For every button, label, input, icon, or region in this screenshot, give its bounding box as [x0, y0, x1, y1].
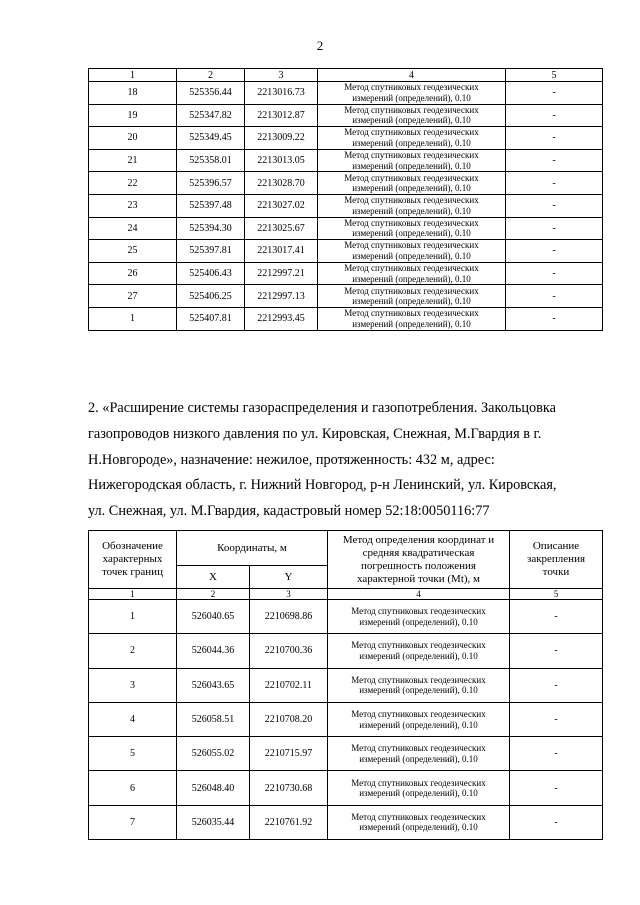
point-number: 22 — [89, 172, 177, 195]
coord-x: 525406.25 — [177, 285, 245, 308]
coord-x: 526040.65 — [177, 600, 250, 634]
header-line: характерной точки (Mt), м — [356, 572, 481, 585]
method-line: Метод спутниковых геодезических — [351, 606, 486, 617]
fixing-description: - — [506, 127, 603, 150]
method-cell — [318, 82, 506, 105]
header-line: средняя квадратическая — [362, 546, 475, 559]
method-line: измерений (определений), 0.10 — [352, 318, 471, 329]
coord-y: 2213016.73 — [245, 82, 318, 105]
method-line: измерений (определений), 0.10 — [352, 273, 471, 284]
method-line: Метод спутниковых геодезических — [351, 743, 486, 754]
header-line: Метод определения координат и — [342, 533, 495, 546]
header-y: Y — [250, 566, 328, 589]
method-cell — [328, 600, 510, 634]
method-line: Метод спутниковых геодезических — [344, 240, 479, 251]
table-row — [89, 600, 603, 634]
header-line: точки — [542, 566, 570, 578]
point-number: 1 — [89, 600, 177, 634]
paragraph-line: Н.Новгороде», назначение: нежилое, протяженность: 432 м, адрес: — [88, 451, 495, 468]
fixing-description: - — [510, 702, 603, 736]
method-cell — [318, 127, 506, 150]
coord-y: 2213012.87 — [245, 104, 318, 127]
method-line: Метод спутниковых геодезических — [344, 82, 479, 93]
table-row — [89, 771, 603, 805]
object-description-paragraph — [88, 396, 602, 525]
column-number: 4 — [318, 69, 506, 82]
header-coordinates: Координаты, м — [177, 531, 328, 566]
method-cell — [318, 149, 506, 172]
coord-x: 525394.30 — [177, 217, 245, 240]
method-cell — [328, 702, 510, 736]
table-row — [89, 285, 603, 308]
column-number: 2 — [177, 589, 250, 600]
header-line: Обозначение — [102, 540, 163, 552]
table-row — [89, 634, 603, 668]
method-cell — [318, 262, 506, 285]
point-number: 2 — [89, 634, 177, 668]
method-line: измерений (определений), 0.10 — [352, 183, 471, 194]
point-number: 5 — [89, 737, 177, 771]
method-line: Метод спутниковых геодезических — [344, 195, 479, 206]
point-number: 4 — [89, 702, 177, 736]
column-number-row — [89, 69, 603, 82]
coord-x: 526048.40 — [177, 771, 250, 805]
header-line: закрепления — [526, 553, 586, 565]
table-row — [89, 149, 603, 172]
point-number: 3 — [89, 668, 177, 702]
header-line: погрешность положения — [361, 559, 476, 572]
fixing-description: - — [506, 240, 603, 263]
method-cell — [318, 172, 506, 195]
method-line: Метод спутниковых геодезических — [351, 777, 486, 788]
coord-x: 526035.44 — [177, 805, 250, 839]
coord-x: 525397.48 — [177, 194, 245, 217]
paragraph-line: газопроводов низкого давления по ул. Кировская, Снежная, М.Гвардия в г. — [88, 425, 542, 442]
header-line: характерных — [102, 553, 163, 565]
table-row — [89, 805, 603, 839]
paragraph-line: 2. «Расширение системы газораспределения и газопотребления. Закольцовка — [88, 400, 556, 416]
method-line: Метод спутниковых геодезических — [344, 127, 479, 138]
table-row — [89, 127, 603, 150]
table-row — [89, 307, 603, 330]
column-number: 4 — [328, 589, 510, 600]
table-row — [89, 82, 603, 105]
table-row — [89, 702, 603, 736]
coord-x: 526055.02 — [177, 737, 250, 771]
paragraph-line: ул. Снежная, ул. М.Гвардия, кадастровый номер 52:18:0050116:77 — [88, 503, 490, 520]
point-number: 21 — [89, 149, 177, 172]
method-cell — [318, 285, 506, 308]
table-row — [89, 668, 603, 702]
method-cell — [328, 634, 510, 668]
table-row — [89, 737, 603, 771]
method-line: измерений (определений), 0.10 — [352, 228, 471, 239]
coord-y: 2210761.92 — [250, 805, 328, 839]
fixing-description: - — [510, 668, 603, 702]
page-number: 2 — [316, 38, 324, 53]
method-line: измерений (определений), 0.10 — [359, 822, 478, 833]
method-cell — [328, 668, 510, 702]
point-number: 20 — [89, 127, 177, 150]
coord-x: 525349.45 — [177, 127, 245, 150]
table-row — [89, 217, 603, 240]
method-cell — [318, 217, 506, 240]
column-number: 1 — [89, 69, 177, 82]
coord-x: 525358.01 — [177, 149, 245, 172]
method-line: измерений (определений), 0.10 — [352, 115, 471, 126]
coord-x: 526058.51 — [177, 702, 250, 736]
method-line: Метод спутниковых геодезических — [344, 104, 479, 115]
method-line: Метод спутниковых геодезических — [344, 308, 479, 319]
column-number: 3 — [245, 69, 318, 82]
method-line: измерений (определений), 0.10 — [359, 685, 478, 696]
column-number-row — [89, 589, 603, 600]
coord-x: 525397.81 — [177, 240, 245, 263]
coord-y: 2212997.13 — [245, 285, 318, 308]
point-number: 6 — [89, 771, 177, 805]
coord-x: 525356.44 — [177, 82, 245, 105]
header-points — [89, 531, 177, 589]
coord-x: 526044.36 — [177, 634, 250, 668]
point-number: 24 — [89, 217, 177, 240]
fixing-description: - — [506, 172, 603, 195]
column-number: 5 — [506, 69, 603, 82]
point-number: 25 — [89, 240, 177, 263]
method-line: Метод спутниковых геодезических — [351, 640, 486, 651]
table-row — [89, 172, 603, 195]
method-line: измерений (определений), 0.10 — [359, 788, 478, 799]
method-cell — [318, 307, 506, 330]
method-line: Метод спутниковых геодезических — [351, 674, 486, 685]
method-cell — [328, 771, 510, 805]
method-line: Метод спутниковых геодезических — [351, 709, 486, 720]
coord-x: 525396.57 — [177, 172, 245, 195]
method-cell — [318, 240, 506, 263]
coordinates-table-continued — [88, 68, 603, 331]
fixing-description: - — [506, 285, 603, 308]
method-line: измерений (определений), 0.10 — [352, 160, 471, 171]
method-line: измерений (определений), 0.10 — [359, 753, 478, 764]
method-line: измерений (определений), 0.10 — [359, 719, 478, 730]
coord-y: 2213017.41 — [245, 240, 318, 263]
point-number: 18 — [89, 82, 177, 105]
coord-y: 2213009.22 — [245, 127, 318, 150]
point-number: 23 — [89, 194, 177, 217]
fixing-description: - — [510, 737, 603, 771]
method-line: измерений (определений), 0.10 — [352, 92, 471, 103]
fixing-description: - — [506, 307, 603, 330]
method-line: Метод спутниковых геодезических — [344, 172, 479, 183]
table-row — [89, 240, 603, 263]
coord-x: 525407.81 — [177, 307, 245, 330]
method-cell — [328, 805, 510, 839]
header-line: Описание — [532, 540, 580, 552]
coord-x: 525406.43 — [177, 262, 245, 285]
fixing-description: - — [510, 634, 603, 668]
fixing-description: - — [510, 771, 603, 805]
table-header-row — [89, 531, 603, 566]
fixing-description: - — [510, 805, 603, 839]
method-line: Метод спутниковых геодезических — [344, 285, 479, 296]
method-line: измерений (определений), 0.10 — [352, 250, 471, 261]
header-method — [328, 531, 510, 589]
coord-y: 2213027.02 — [245, 194, 318, 217]
column-number: 1 — [89, 589, 177, 600]
header-line: точек границ — [102, 566, 163, 578]
fixing-description: - — [506, 104, 603, 127]
fixing-description: - — [506, 82, 603, 105]
table-row — [89, 194, 603, 217]
coord-y: 2212993.45 — [245, 307, 318, 330]
coord-y: 2210698.86 — [250, 600, 328, 634]
method-cell — [328, 737, 510, 771]
header-description — [510, 531, 603, 589]
fixing-description: - — [506, 194, 603, 217]
coordinates-table — [88, 530, 603, 840]
method-cell — [318, 104, 506, 127]
point-number: 27 — [89, 285, 177, 308]
coord-y: 2210730.68 — [250, 771, 328, 805]
coord-y: 2210708.20 — [250, 702, 328, 736]
method-cell — [318, 194, 506, 217]
table-row — [89, 262, 603, 285]
point-number: 19 — [89, 104, 177, 127]
fixing-description: - — [510, 600, 603, 634]
method-line: измерений (определений), 0.10 — [352, 205, 471, 216]
method-line: Метод спутниковых геодезических — [344, 263, 479, 274]
coord-y: 2210700.36 — [250, 634, 328, 668]
method-line: Метод спутниковых геодезических — [344, 217, 479, 228]
method-line: измерений (определений), 0.10 — [359, 650, 478, 661]
column-number: 5 — [510, 589, 603, 600]
point-number: 1 — [89, 307, 177, 330]
method-line: измерений (определений), 0.10 — [352, 137, 471, 148]
coord-y: 2213025.67 — [245, 217, 318, 240]
coord-y: 2210702.11 — [250, 668, 328, 702]
coord-y: 2212997.21 — [245, 262, 318, 285]
column-number: 2 — [177, 69, 245, 82]
table-row — [89, 104, 603, 127]
method-line: Метод спутниковых геодезических — [344, 150, 479, 161]
method-line: Метод спутниковых геодезических — [351, 811, 486, 822]
coord-x: 526043.65 — [177, 668, 250, 702]
header-x: X — [177, 566, 250, 589]
method-line: измерений (определений), 0.10 — [352, 296, 471, 307]
point-number: 26 — [89, 262, 177, 285]
coord-y: 2210715.97 — [250, 737, 328, 771]
fixing-description: - — [506, 217, 603, 240]
paragraph-line: Нижегородская область, г. Нижний Новгород, р-н Ленинский, ул. Кировская, — [88, 477, 557, 494]
fixing-description: - — [506, 149, 603, 172]
point-number: 7 — [89, 805, 177, 839]
coord-y: 2213028.70 — [245, 172, 318, 195]
coord-y: 2213013.05 — [245, 149, 318, 172]
method-line: измерений (определений), 0.10 — [359, 616, 478, 627]
fixing-description: - — [506, 262, 603, 285]
column-number: 3 — [250, 589, 328, 600]
coord-x: 525347.82 — [177, 104, 245, 127]
